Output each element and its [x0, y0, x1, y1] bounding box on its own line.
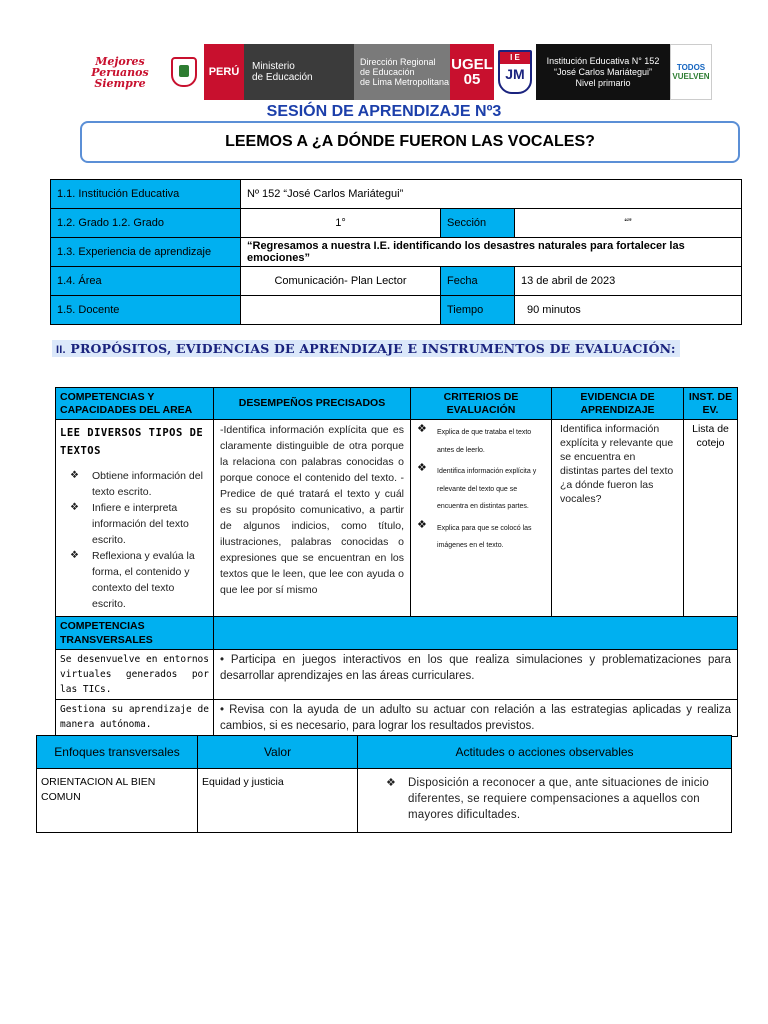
valor-value: Equidad y justicia	[198, 769, 358, 833]
fecha-label: Fecha	[441, 267, 515, 296]
institucion-label: 1.1. Institución Educativa	[51, 180, 241, 209]
session-title: SESIÓN DE APRENDIZAJE Nº3	[266, 103, 502, 120]
grado-label: 1.2. Grado 1.2. Grado	[51, 209, 241, 238]
list-item: ❖ Explica de que trataba el texto antes de leerlo.	[415, 424, 547, 459]
seccion-value: “”	[515, 209, 742, 238]
list-item: ❖ Explica para que se colocó las imágenes en el texto.	[415, 520, 547, 555]
competencia-title: LEE DIVERSOS TIPOS DE TEXTOS	[60, 427, 204, 457]
header-actitudes: Actitudes o acciones observables	[358, 736, 732, 769]
dre-label: Dirección Regional de Educación de Lima Metropolitana	[354, 44, 450, 100]
table-header-row	[37, 736, 732, 769]
tiempo-value: 90 minutos	[515, 296, 742, 325]
header-evidencia: EVIDENCIA DE APRENDIZAJE	[552, 388, 684, 420]
header-desempenos: DESEMPEÑOS PRECISADOS	[214, 388, 411, 420]
table-row	[51, 296, 742, 325]
section-title: PROPÓSITOS, EVIDENCIAS DE APRENDIZAJE E INSTRUMENTOS DE EVALUACIÓN:	[70, 341, 676, 356]
list-item: ❖ Obtiene información del texto escrito.	[60, 468, 209, 500]
table-row	[51, 238, 742, 267]
competencias-table	[55, 387, 738, 737]
header-instrumento: INST. DE EV.	[684, 388, 738, 420]
general-info-table	[50, 179, 742, 325]
header-banner	[76, 44, 712, 100]
docente-value	[241, 296, 441, 325]
table-row	[51, 267, 742, 296]
area-value: Comunicación- Plan Lector	[241, 267, 441, 296]
transversal-competencia: Se desenvuelve en entornos virtuales generados por las TICs.	[56, 650, 214, 700]
transversal-descripcion: • Participa en juegos interactivos en los que realiza simulaciones y problematizaciones para desarrollar aprendizajes en las áreas curriculares.	[214, 650, 738, 700]
fecha-value: 13 de abril de 2023	[515, 267, 742, 296]
peru-coat-of-arms-icon	[164, 44, 204, 100]
seccion-label: Sección	[441, 209, 515, 238]
evidencia-cell: Identifica información explícita y relevante que se encuentra en distintas partes del texto ¿a dónde fueron las vocales?	[552, 420, 684, 617]
tiempo-label: Tiempo	[441, 296, 515, 325]
actitud-value: ❖ Disposición a reconocer a que, ante situaciones de inicio diferentes, se requiere compensaciones a aquellos con mayores dificultades.	[358, 769, 732, 833]
school-crest-icon: I E JM	[494, 44, 536, 100]
area-label: 1.4. Área	[51, 267, 241, 296]
transversales-header: COMPETENCIAS TRANSVERSALES	[56, 617, 214, 650]
docente-label: 1.5. Docente	[51, 296, 241, 325]
table-row	[51, 209, 742, 238]
header-enfoques: Enfoques transversales	[37, 736, 198, 769]
enfoque-value: ORIENTACION AL BIEN COMUN	[37, 769, 198, 833]
table-row	[56, 420, 738, 617]
criterios-cell	[411, 420, 552, 617]
experiencia-value: “Regresamos a nuestra I.E. identificando los desastres naturales para fortalecer las emociones”	[241, 238, 742, 267]
table-row	[56, 650, 738, 700]
ugel-logo: UGEL 05	[450, 44, 494, 100]
peru-label: PERÚ	[204, 44, 244, 100]
section-number: II.	[56, 344, 66, 356]
list-item: ❖ Reflexiona y evalúa la forma, el contenido y contexto del texto escrito.	[60, 548, 209, 612]
institucion-value: Nº 152 “José Carlos Mariátegui”	[241, 180, 742, 209]
header-valor: Valor	[198, 736, 358, 769]
transversales-header-row	[56, 617, 738, 650]
table-header-row	[56, 388, 738, 420]
enfoques-table	[36, 735, 732, 833]
ministerio-label: Ministerio de Educación	[244, 44, 354, 100]
transversal-competencia: Gestiona su aprendizaje de manera autónoma.	[56, 700, 214, 737]
section-heading	[52, 340, 680, 357]
header-criterios: CRITERIOS DE EVALUACIÓN	[411, 388, 552, 420]
desempenos-cell: -Identifica información explícita que es claramente distinguible de otra porque la relaciona con palabras conocidas o porque conoce el contenido del texto. -Predice de qué tratará el texto y cuál es su propósito comunicativo, a partir de algunos indicios, como título, ilustraciones, palabras conocidas o expresiones que se encuentran en los textos que le leen, que lee con ayuda o que lee por sí mismo	[214, 420, 411, 617]
header-competencias: COMPETENCIAS Y CAPACIDADES DEL AREA	[56, 388, 214, 420]
transversal-descripcion: • Revisa con la ayuda de un adulto su actuar con relación a las estrategias aplicadas y realiza cambios, si es necesario, para lograr los resultados previstos.	[214, 700, 738, 737]
experiencia-label: 1.3. Experiencia de aprendizaje	[51, 238, 241, 267]
table-row	[56, 700, 738, 737]
list-item: ❖ Infiere e interpreta información del texto escrito.	[60, 500, 209, 548]
instrumento-cell: Lista de cotejo	[684, 420, 738, 617]
main-title: LEEMOS A ¿A DÓNDE FUERON LAS VOCALES?	[80, 121, 740, 163]
table-row	[51, 180, 742, 209]
todos-vuelven-logo: TODOS VUELVEN	[670, 44, 712, 100]
institution-label: Institución Educativa N° 152 “José Carlos Mariátegui” Nivel primario	[536, 44, 670, 100]
table-row	[37, 769, 732, 833]
criterios-list	[415, 424, 547, 555]
mejores-peruanos-logo: Mejores Peruanos Siempre	[76, 44, 164, 100]
competencia-cell	[56, 420, 214, 617]
grado-value: 1°	[241, 209, 441, 238]
capacidades-list	[60, 468, 209, 612]
list-item: ❖ Identifica información explícita y relevante del texto que se encuentra en distintas partes.	[415, 463, 547, 516]
